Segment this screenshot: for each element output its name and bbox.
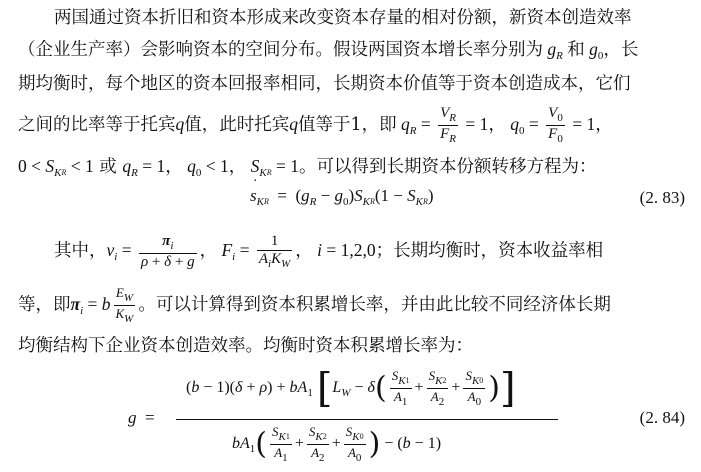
symbol-q: q	[175, 114, 185, 134]
text-line-7	[18, 282, 684, 326]
paragraph1-line4b: 值，此时托宾	[184, 115, 290, 135]
paragraph2-line3: 均衡结构下企业资本创造效率。均衡时资本积累增长率为：	[18, 336, 473, 356]
paragraph2-line2a: 等，即	[18, 295, 71, 315]
s-dot: · s	[250, 174, 258, 205]
eq-pi-i: $\pi_i = b$ $\frac{E_W}{K_W}$	[70, 285, 134, 326]
paragraph1-line2c: ，长	[603, 40, 639, 60]
paragraph1-line3: 期均衡时，每个地区的资本回报率相同，长期资本价值等于资本创造成本，它们	[18, 74, 631, 94]
fraction-V0-F0: $\frac{V_0}{F_0}$	[548, 105, 563, 146]
eq-2-84-fraction-bar	[176, 419, 558, 420]
equation-2-83: · $s_KR = (g_R - g_0)S_KR(1 - S_KR)$	[250, 174, 434, 208]
eq-conditions: $q_R = 1$， $q_0 < 1$， $S_KR = 1$	[122, 156, 299, 179]
fraction-Fi: $\frac{1}{A_iK_W}$	[258, 232, 291, 270]
fraction-EW-KW: $\frac{E_W}{K_W}$	[115, 285, 134, 326]
eq-2-84-denominator: $bA_1$( $\frac{S_{K1}}{A_1}$ + $\frac{S_{K2}}{A_2}$ + $\frac{S_{K0}}{A_0}$ ) − (b − 1)	[232, 424, 442, 464]
eq-qR: $q_R$ = $\frac{V_R}{F_R}$ = 1， $q_0$ = $\frac{V_0}{F_0}$ = 1，	[401, 105, 613, 146]
text-line-4	[18, 96, 684, 152]
text-line-3	[18, 72, 684, 96]
paragraph2-line1a: 其中，	[54, 241, 107, 261]
paragraph1-line1: 两国通过资本折旧和资本形成来改变资本存量的相对份额，新资本创造效率	[54, 8, 632, 28]
fraction-VR-FR: $\frac{V_R}{F_R}$	[440, 105, 457, 146]
text-line-8	[18, 334, 684, 358]
paragraph1-line5c: 可以得到长期资本份额转移方程为：	[316, 157, 597, 177]
paragraph1-line2a: （企业生产率）会影响资本的空间分布。假设两国资本增长率分别为	[18, 40, 543, 60]
paragraph1-line4c: 值等于1，即	[298, 115, 397, 135]
text-line-6	[54, 224, 684, 276]
paragraph2-line2b: 。可以计算得到资本积累增长率，并由此比较不同经济体长期	[138, 295, 611, 315]
equation-number-2-84: (2. 84)	[639, 408, 685, 427]
fraction-pi: $\frac{\pi_i}{\rho + \delta + g}$	[140, 232, 195, 270]
paragraph1-line2b: 和	[567, 40, 585, 60]
symbol-gR: $g_R$	[547, 39, 563, 62]
text-line-5: $0 < S_KR < 1$ 或 $q_R = 1$， $q_0 < 1$， $S_KR = 1$。可以得到长期资本份额转移方程为：	[18, 156, 597, 179]
equation-number-2-83: (2. 83)	[639, 188, 685, 207]
eq-2-84-lhs: g =	[128, 408, 155, 427]
text-line-2	[18, 37, 684, 68]
eq-2-84-numerator: $(b - 1)(\delta + \rho) + bA_1$ [$L_W - \delta$( $\frac{S_{K1}}{A_1}$ + $\frac{S_{K2}}{A_2}$ + $\frac{S_{K0}}{A_0}$ )]	[186, 365, 516, 412]
eq-vi: $v_i$ = $\frac{\pi_i}{\rho + \delta + g}$ ， $F_i$ = $\frac{1}{A_iK_W}$ ， i = 1,2,0	[106, 232, 376, 270]
paragraph1-line4a: 之间的比率等于托宾	[18, 115, 176, 135]
text-line-1	[54, 6, 684, 30]
eq-inequality: $0 < S_KR < 1$	[18, 156, 94, 179]
symbol-q-2: q	[289, 114, 298, 134]
paragraph2-line1b: ；长期均衡时，资本收益率相	[375, 241, 604, 261]
or-word: 或	[93, 157, 123, 177]
symbol-g0: $g_0$	[589, 39, 604, 62]
